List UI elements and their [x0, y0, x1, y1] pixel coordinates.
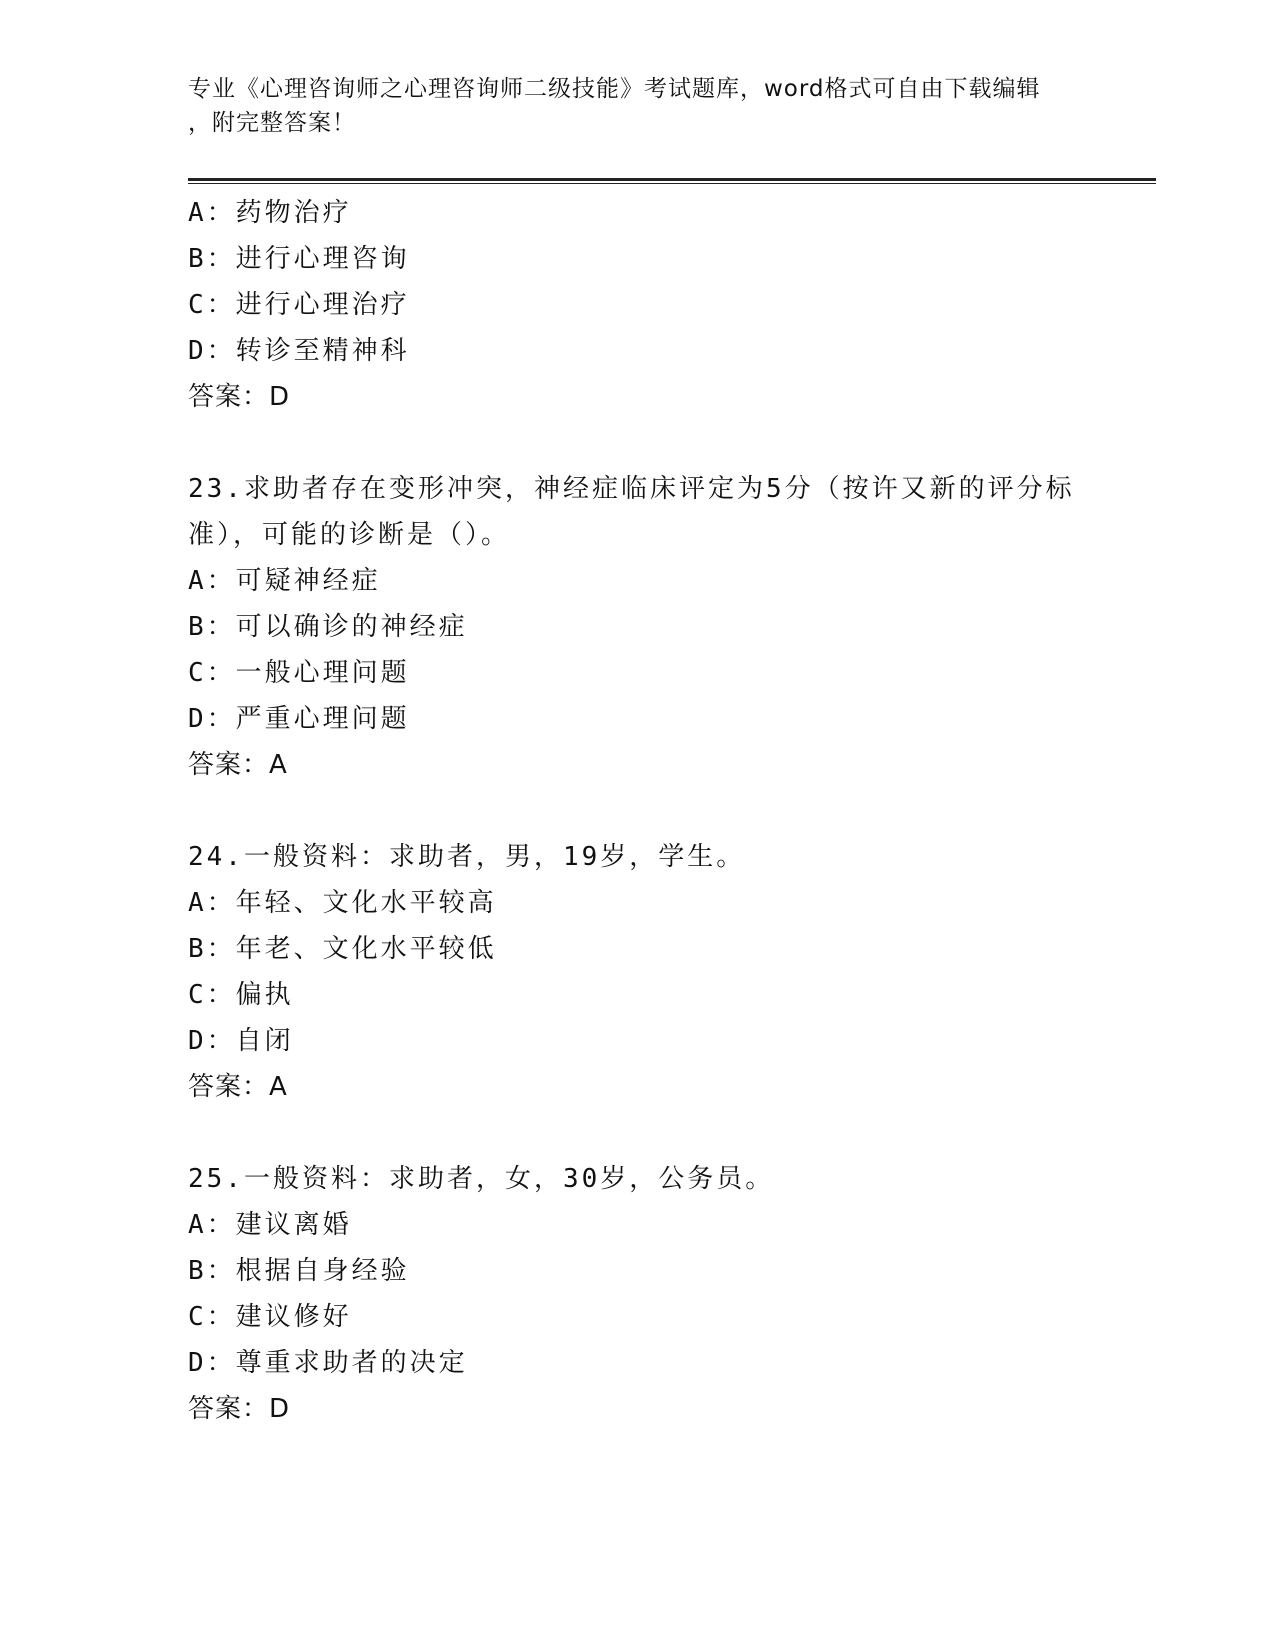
- answer-line: 答案：D: [188, 1394, 291, 1424]
- option-b: B：进行心理咨询: [188, 244, 410, 274]
- option-c: C：偏执: [188, 980, 294, 1010]
- header-title-line: 专业《心理咨询师之心理咨询师二级技能》考试题库，word格式可自由下载编辑: [188, 76, 1041, 102]
- header-divider-thin: [188, 183, 1156, 184]
- option-d: D：尊重求助者的决定: [188, 1348, 468, 1378]
- header-title-continuation: ，附完整答案！: [188, 110, 356, 136]
- question-block-prev: [188, 190, 1088, 420]
- option-d: D：严重心理问题: [188, 704, 410, 734]
- option-c: C：一般心理问题: [188, 658, 410, 688]
- option-a: A：建议离婚: [188, 1210, 352, 1240]
- question-block-25: [188, 1156, 1088, 1432]
- option-a: A：药物治疗: [188, 198, 352, 228]
- question-stem-line: 23.求助者存在变形冲突，神经症临床评定为5分（按许又新的评分标: [188, 474, 1075, 504]
- question-list: [188, 190, 1088, 1432]
- question-block-23: [188, 466, 1088, 788]
- answer-line: 答案：A: [188, 750, 288, 780]
- answer-line: 答案：D: [188, 382, 291, 412]
- option-b: B：可以确诊的神经症: [188, 612, 468, 642]
- option-d: D：转诊至精神科: [188, 336, 410, 366]
- answer-line: 答案：A: [188, 1072, 288, 1102]
- option-a: A：年轻、文化水平较高: [188, 888, 497, 918]
- question-stem-line: 25.一般资料：求助者，女，30岁，公务员。: [188, 1164, 775, 1194]
- option-c: C：建议修好: [188, 1302, 352, 1332]
- option-b: B：年老、文化水平较低: [188, 934, 497, 964]
- question-stem: [188, 1156, 1088, 1202]
- question-stem-line: 准），可能的诊断是（）。: [188, 520, 511, 550]
- option-a: A：可疑神经症: [188, 566, 381, 596]
- question-stem-line: 24.一般资料：求助者，男，19岁，学生。: [188, 842, 746, 872]
- option-c: C：进行心理治疗: [188, 290, 410, 320]
- question-block-24: [188, 834, 1088, 1110]
- question-stem: [188, 466, 1088, 558]
- header-divider-thick: [188, 178, 1156, 181]
- document-header: [188, 72, 1088, 140]
- option-b: B：根据自身经验: [188, 1256, 410, 1286]
- option-d: D：自闭: [188, 1026, 294, 1056]
- question-stem: [188, 834, 1088, 880]
